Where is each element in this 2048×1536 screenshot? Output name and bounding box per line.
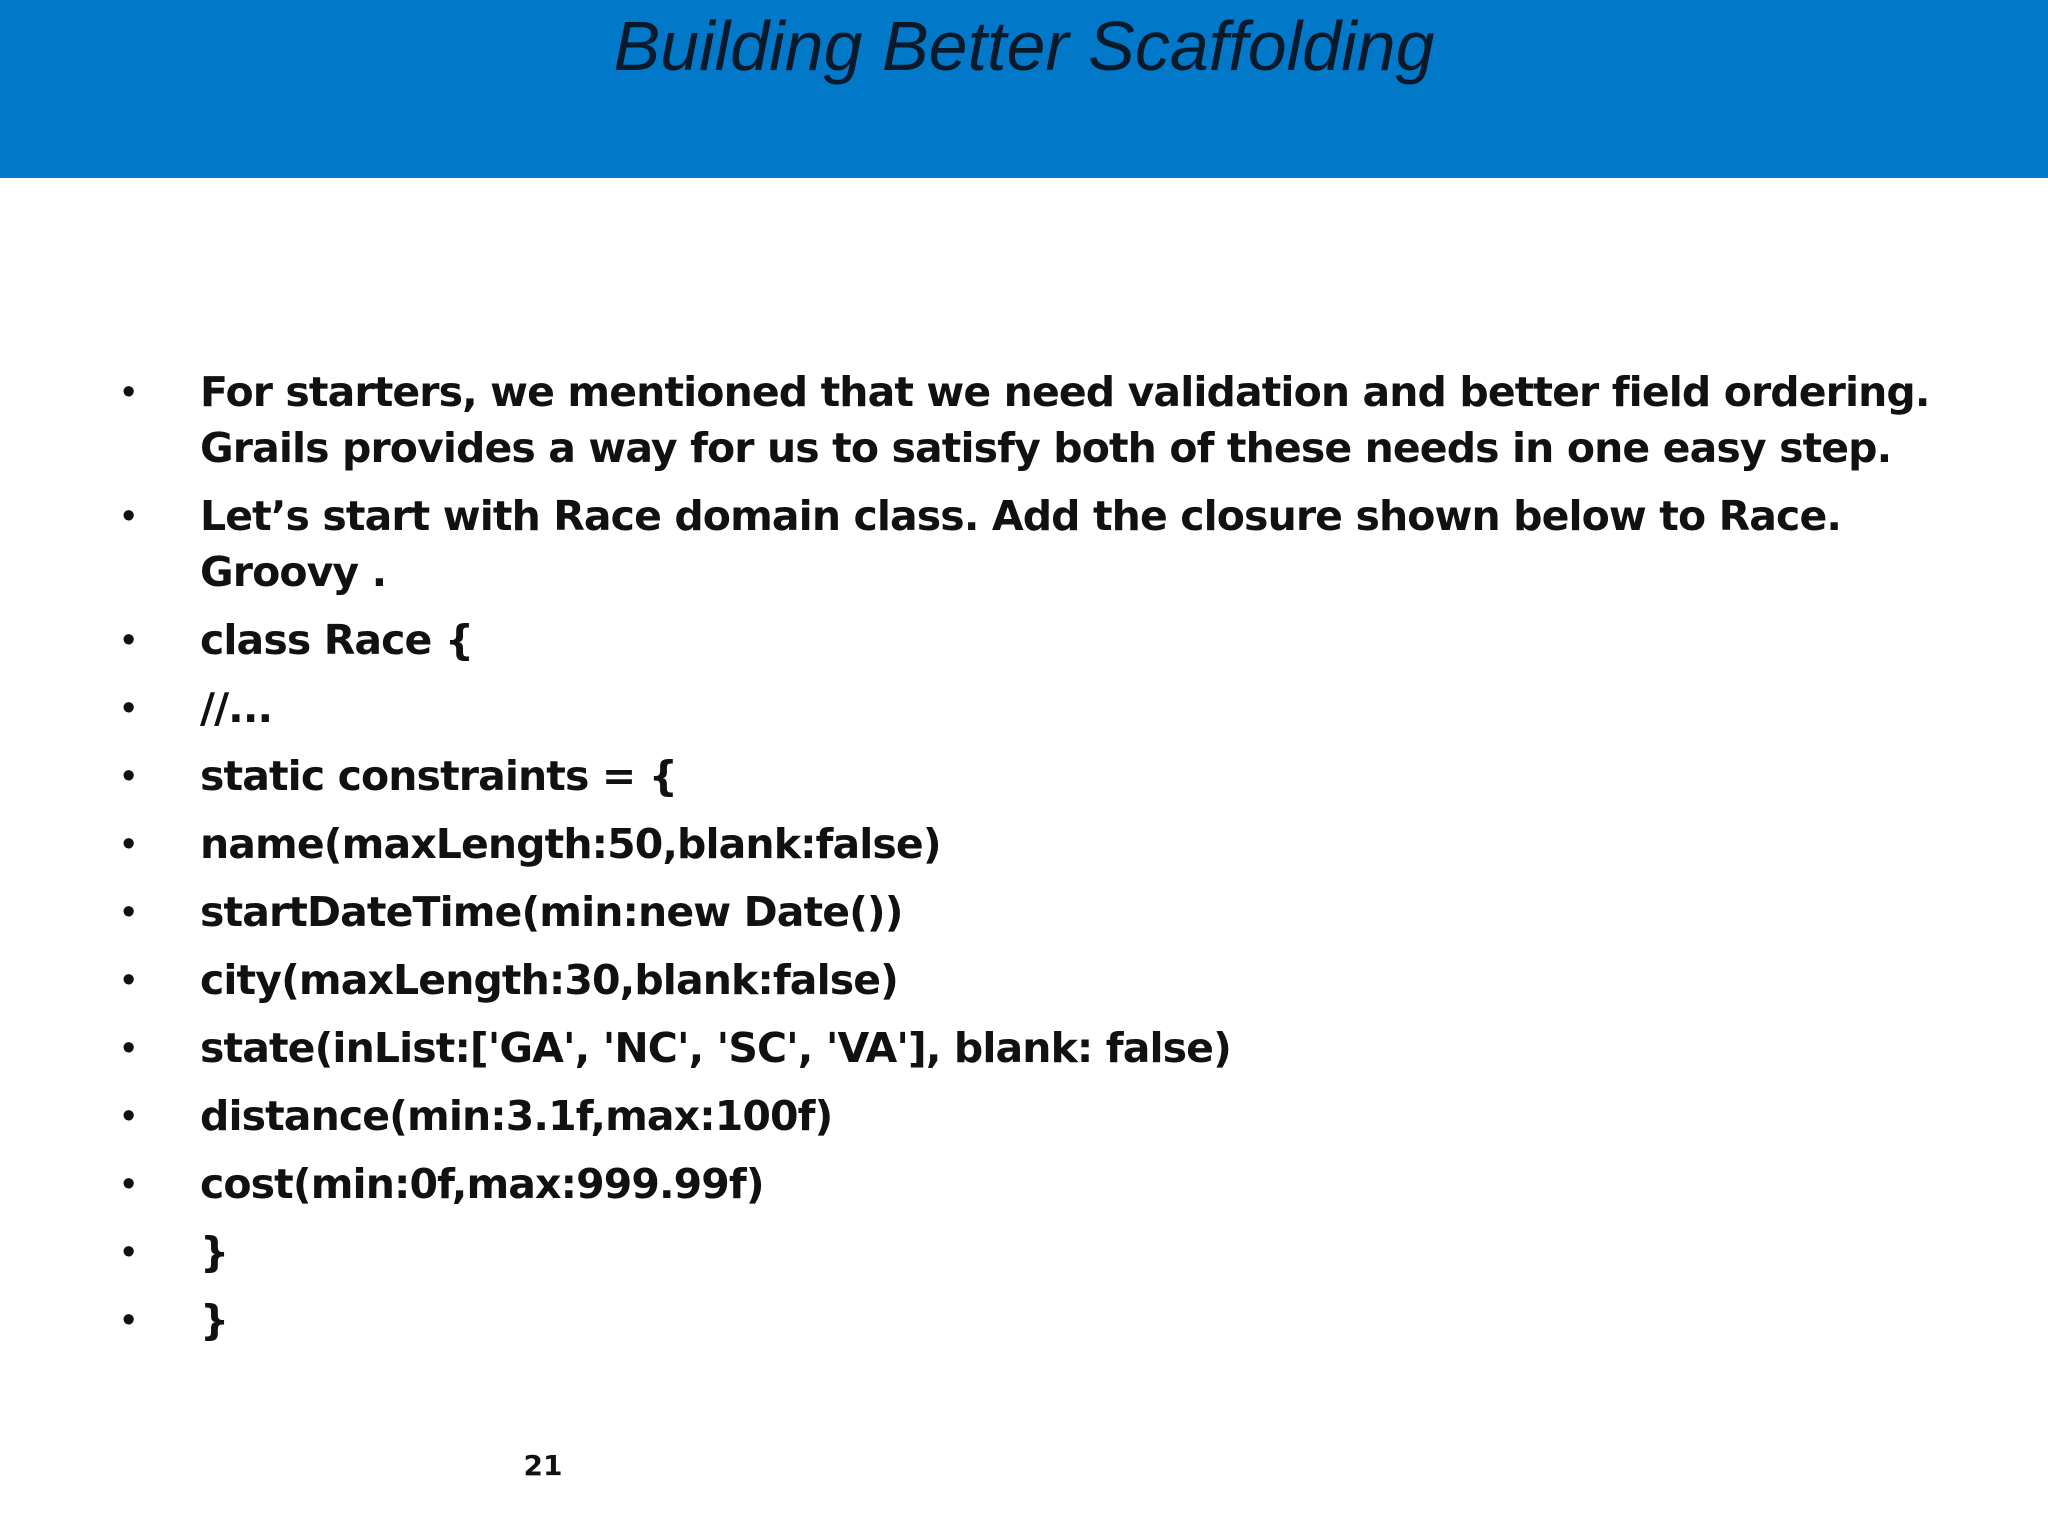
bullet-icon: •	[122, 1163, 135, 1205]
bullet-item	[0, 1224, 2048, 1280]
code-line: state(inList:['GA', 'NC', 'SC', 'VA'], blank: false)	[200, 1024, 1231, 1072]
bullet-icon: •	[122, 687, 135, 729]
bullet-icon: •	[122, 891, 135, 933]
bullet-list	[0, 364, 2048, 1360]
bullet-item	[0, 816, 2048, 872]
code-line: cost(min:0f,max:999.99f)	[200, 1160, 764, 1208]
bullet-icon: •	[122, 1027, 135, 1069]
code-line: startDateTime(min:new Date())	[200, 888, 903, 936]
bullet-text: Let’s start with Race domain class. Add the closure shown below to Race. Groovy .	[200, 492, 1842, 596]
bullet-item	[0, 884, 2048, 940]
bullet-icon: •	[122, 823, 135, 865]
code-line: //...	[200, 684, 273, 732]
bullet-text: For starters, we mentioned that we need validation and better field ordering. Grails provides a way for us to satisfy both of these needs in one easy step.	[200, 368, 1930, 472]
bullet-icon: •	[122, 1095, 135, 1137]
bullet-item	[0, 680, 2048, 736]
bullet-icon: •	[122, 495, 135, 537]
bullet-item	[0, 748, 2048, 804]
code-line: class Race {	[200, 616, 474, 664]
code-line: }	[200, 1228, 229, 1276]
bullet-item	[0, 488, 2048, 600]
bullet-item	[0, 1088, 2048, 1144]
code-line: name(maxLength:50,blank:false)	[200, 820, 941, 868]
page-number: 21	[523, 1449, 563, 1482]
slide-title: Building Better Scaffolding	[613, 7, 1435, 85]
bullet-icon: •	[122, 371, 135, 413]
bullet-item	[0, 952, 2048, 1008]
bullet-item	[0, 612, 2048, 668]
bullet-item	[0, 1292, 2048, 1348]
bullet-icon: •	[122, 1299, 135, 1341]
bullet-item	[0, 1156, 2048, 1212]
bullet-icon: •	[122, 1231, 135, 1273]
code-line: static constraints = {	[200, 752, 677, 800]
bullet-icon: •	[122, 619, 135, 661]
code-line: }	[200, 1296, 229, 1344]
title-bar	[0, 0, 2048, 178]
code-line: distance(min:3.1f,max:100f)	[200, 1092, 833, 1140]
code-line: city(maxLength:30,blank:false)	[200, 956, 898, 1004]
bullet-item	[0, 364, 2048, 476]
bullet-icon: •	[122, 959, 135, 1001]
bullet-item	[0, 1020, 2048, 1076]
bullet-icon: •	[122, 755, 135, 797]
